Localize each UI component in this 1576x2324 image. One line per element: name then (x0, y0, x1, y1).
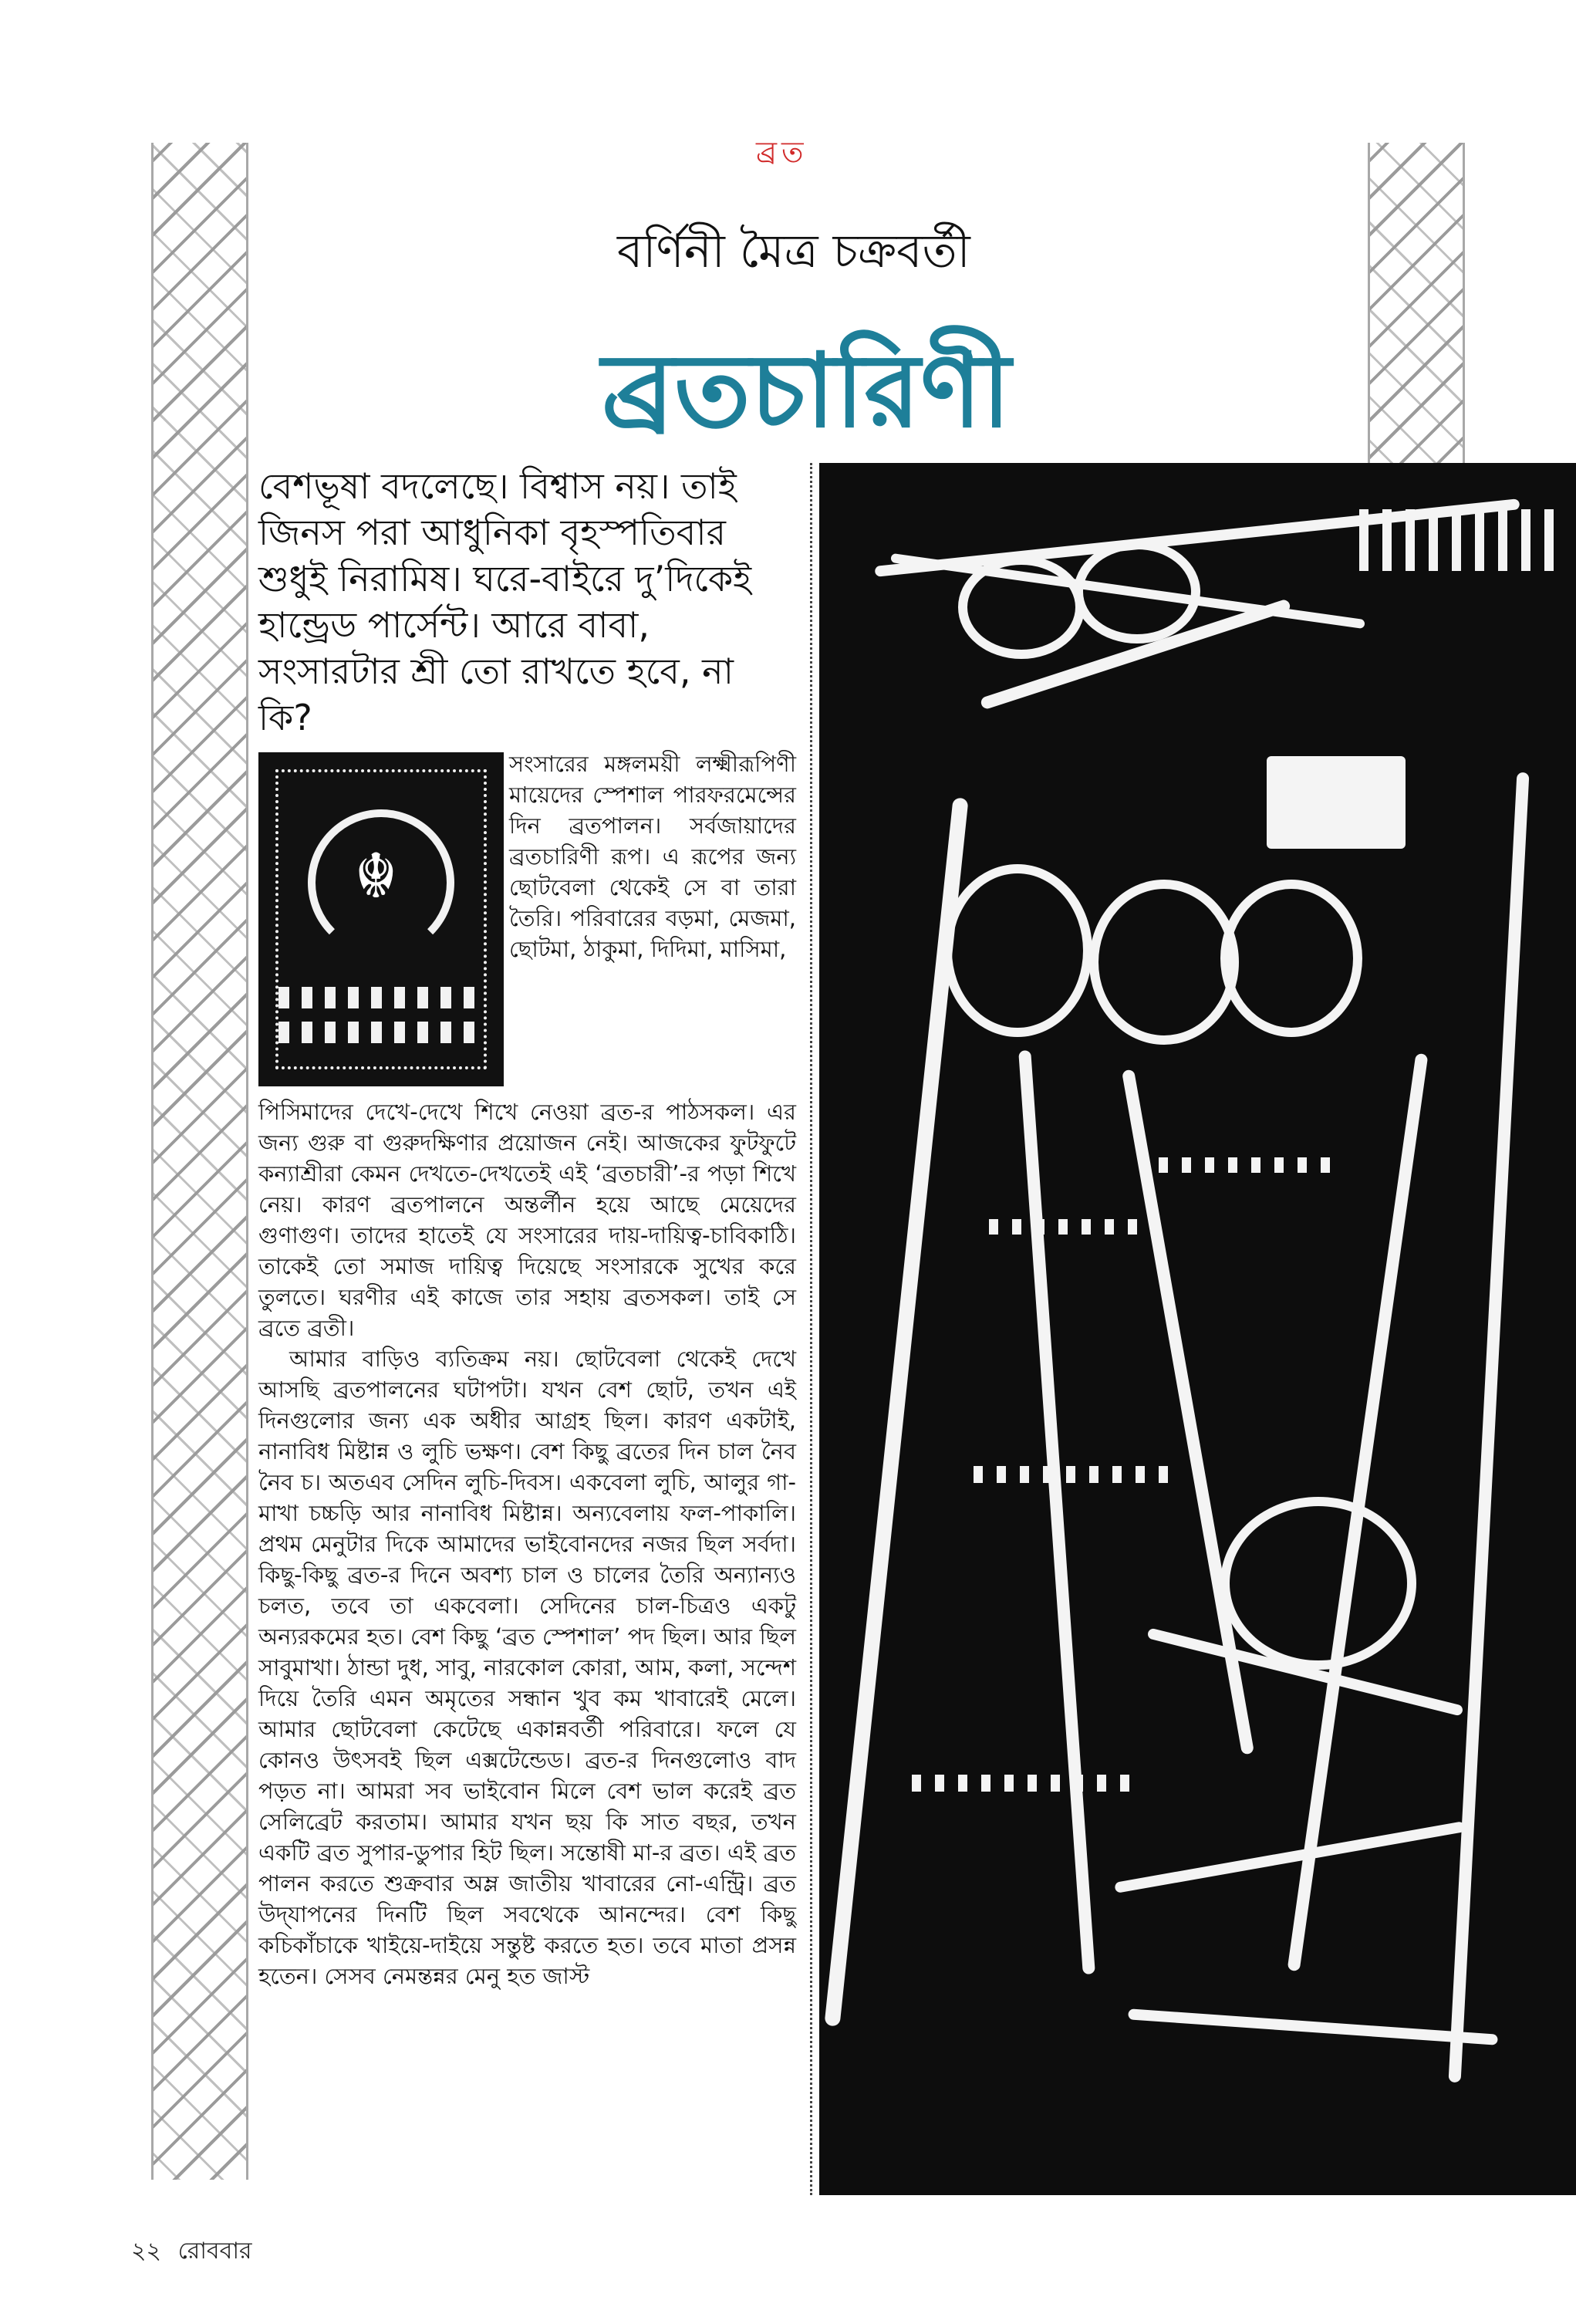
body-text-column (258, 1096, 796, 1991)
decorative-border-left (151, 143, 248, 2180)
drop-illustration-box (258, 752, 504, 1086)
body-paragraph-2: আমার বাড়িও ব্যতিক্রম নয়। ছোটবেলা থেকেই দেখে আসছি ব্রতপালনের ঘটাপটা। যখন বেশ ছোট, তখন এই দিনগুলোর জন্য এক অধীর আগ্রহ ছিল। কারণ একটাই, নানাবিধ মিষ্টান্ন ও লুচি ভক্ষণ। বেশ কিছু ব্রতের দিন চাল নৈব নৈব চ। অতএব সেদিন লুচি-দিবস। একবেলা লুচি, আলুর গা-মাখা চচ্চড়ি আর নানাবিধ মিষ্টান্ন। অন্যবেলায় ফল-পাকালি। প্রথম মেনুটার দিকে আমাদের ভাইবোনদের নজর ছিল সর্বদা। কিছু-কিছু ব্রত-র দিনে অবশ্য চাল ও চালের তৈরি অন্যান্যও চলত, তবে তা একবেলা। সেদিনের চাল-চিত্রও একটু অন্যরকমের হত। বেশ কিছু ‘ব্রত স্পেশাল’ পদ ছিল। আর ছিল সাবুমাখা। ঠান্ডা দুধ, সাবু, নারকোল কোরা, আম, কলা, সন্দেশ দিয়ে তৈরি এমন অমৃতের সন্ধান খুব কম খাবারেই মেলে। আমার ছোটবেলা কেটেছে একান্নবর্তী পরিবারে। ফলে যে কোনও উৎসবই ছিল এক্সটেন্ডেড। ব্রত-র দিনগুলোও বাদ পড়ত না। আমরা সব ভাইবোন মিলে বেশ ভাল করেই ব্রত সেলিব্রেট করতাম। আমার যখন ছয় কি সাত বছর, তখন একটি ব্রত সুপার-ডুপার হিট ছিল। সন্তোষী মা-র ব্রত। এই ব্রত পালন করতে শুক্রবার অম্ল জাতীয় খাবারের নো-এন্ট্রি। ব্রত উদ্‌যাপনের দিনটি ছিল সবথেকে আনন্দের। বেশ কিছু কচিকাঁচাকে খাইয়ে-দাইয়ে সন্তুষ্ট করতে হত। তবে মাতা প্রসন্ন হতেন। সেসব নেমন্তন্নর মেনু হত জাস্ট (258, 1346, 796, 1989)
article-title: ব্রতচারিণী (602, 332, 1011, 451)
woodcut-illustration (819, 463, 1576, 2195)
publication-name: রোববার (177, 2238, 252, 2265)
intro-standfirst: বেশভূষা বদলেছে। বিশ্বাস নয়। তাই জিনস পরা আধুনিকা বৃহস্পতিবার শুধুই নিরামিষ। ঘরে-বাইরে দু’দিকেই হান্ড্রেড পার্সেন্ট। আরে বাবা, সংসারটার শ্রী তো রাখতে হবে, না কি? (258, 465, 752, 738)
column-divider (810, 463, 812, 2195)
page-number: ২২ (131, 2238, 162, 2265)
decorative-border-right (1368, 143, 1465, 467)
body-paragraph-1-start: সংসারের মঙ্গলময়ী লক্ষ্মীরূপিণী মায়েদের স্পেশাল পারফরমেন্সের দিন ব্রতপালন। সর্বজায়াদের ব্রতচারিণী রূপ। এ রূপের জন্য ছোটবেলা থেকেই সে বা তারা তৈরি। পরিবারের বড়মা, মেজমা, ছোটমা, ঠাকুমা, দিদিমা, মাসিমা, (509, 751, 796, 962)
page-footer (131, 2232, 252, 2272)
section-label: ব্রত (756, 135, 808, 169)
body-paragraph-1-continued: পিসিমাদের দেখে-দেখে শিখে নেওয়া ব্রত-র পাঠসকল। এর জন্য গুরু বা গুরুদক্ষিণার প্রয়োজন নেই। আজকের ফুটফুটে কন্যাশ্রীরা কেমন দেখতে-দেখতেই এই ‘ব্রতচারী’-র পড়া শিখে নেয়। কারণ ব্রতপালনে অন্তর্লীন হয়ে আছে মেয়েদের গুণাগুণ। তাদের হাতেই যে সংসারের দায়-দায়িত্ব-চাবিকাঠি। তাকেই তো সমাজ দায়িত্ব দিয়েছে সংসারকে সুখের করে তুলতে। ঘরণীর এই কাজে তার সহায় ব্রতসকল। তাই সে ব্রতে ব্রতী। (258, 1099, 796, 1341)
author-byline: বর্ণিনী মৈত্র চক্রবর্তী (617, 225, 970, 279)
dancer-icon: ☬ (354, 840, 398, 912)
